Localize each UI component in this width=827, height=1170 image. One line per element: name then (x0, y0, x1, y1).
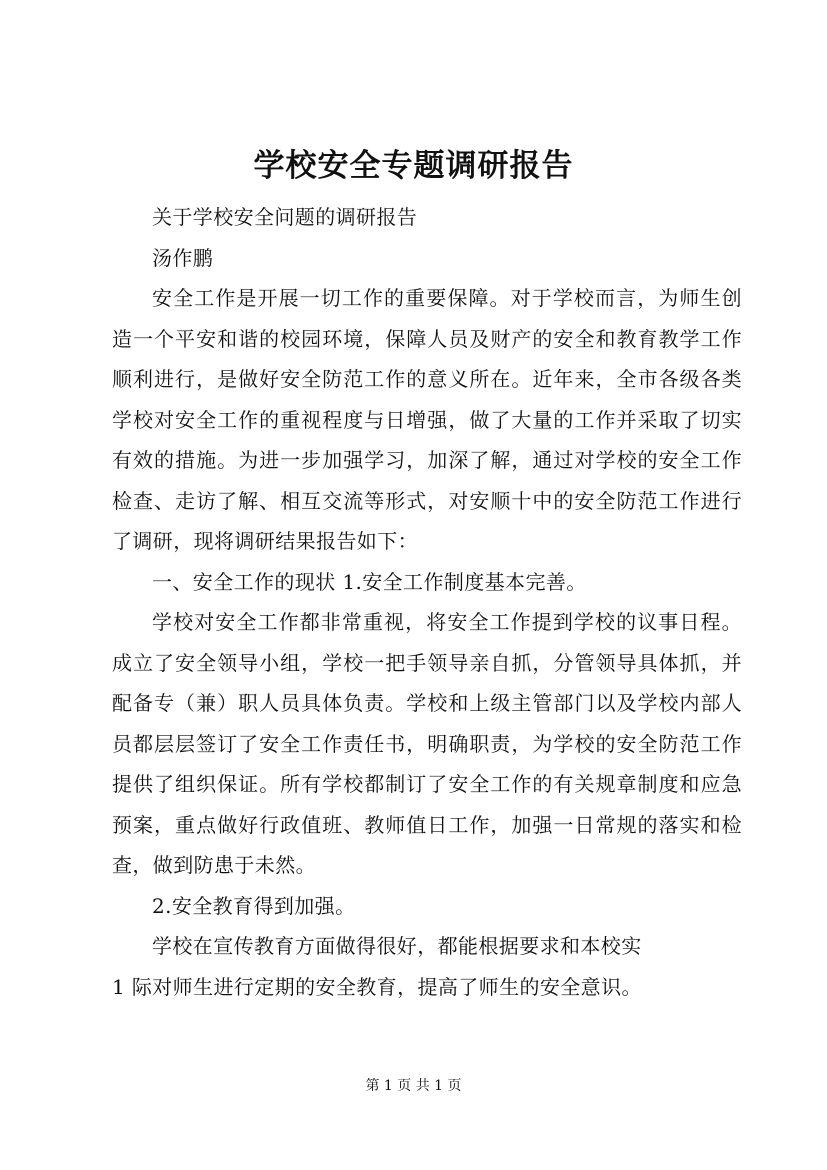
body-paragraph: 学校对安全工作都非常重视，将安全工作提到学校的议事日程。成立了安全领导小组，学校一把手领导亲自抓，分管领导具体抓，并配备专（兼）职人员具体负责。学校和上级主管部门以及学校内部人员都层层签订了安全工作责任书，明确职责，为学校的安全防范工作提供了组织保证。所有学校都制订了安全工作的有关规章制度和应急预案，重点做好行政值班、教师值日工作，加强一日常规的落实和检查，做到防患于未然。 (112, 610, 742, 877)
intro-paragraph: 安全工作是开展一切工作的重要保障。对于学校而言，为师生创造一个平安和谐的校园环境，保障人员及财产的安全和教育教学工作顺利进行，是做好安全防范工作的意义所在。近年来，全市各级各类学校对安全工作的重视程度与日增强，做了大量的工作并采取了切实有效的措施。为进一步加强学习，加深了解，通过对学校的安全工作检查、走访了解、相互交流等形式，对安顺十中的安全防范工作进行了调研，现将调研结果报告如下： (112, 286, 742, 553)
section-heading-paragraph: 一、安全工作的现状 1.安全工作制度基本完善。 (152, 569, 587, 594)
subsection-heading-paragraph: 2.安全教育得到加强。 (152, 893, 356, 918)
author-paragraph: 汤作鹏 (152, 245, 214, 270)
body-paragraph: 1 际对师生进行定期的安全教育，提高了师生的安全意识。 (112, 974, 642, 999)
subtitle-paragraph: 关于学校安全问题的调研报告 (152, 205, 418, 229)
document-body (112, 197, 742, 1007)
page-footer: 第 1 页 共 1 页 (365, 1078, 462, 1094)
document-title: 学校安全专题调研报告 (253, 148, 574, 184)
body-paragraph: 学校在宣传教育方面做得很好，都能根据要求和本校实 (152, 934, 642, 958)
